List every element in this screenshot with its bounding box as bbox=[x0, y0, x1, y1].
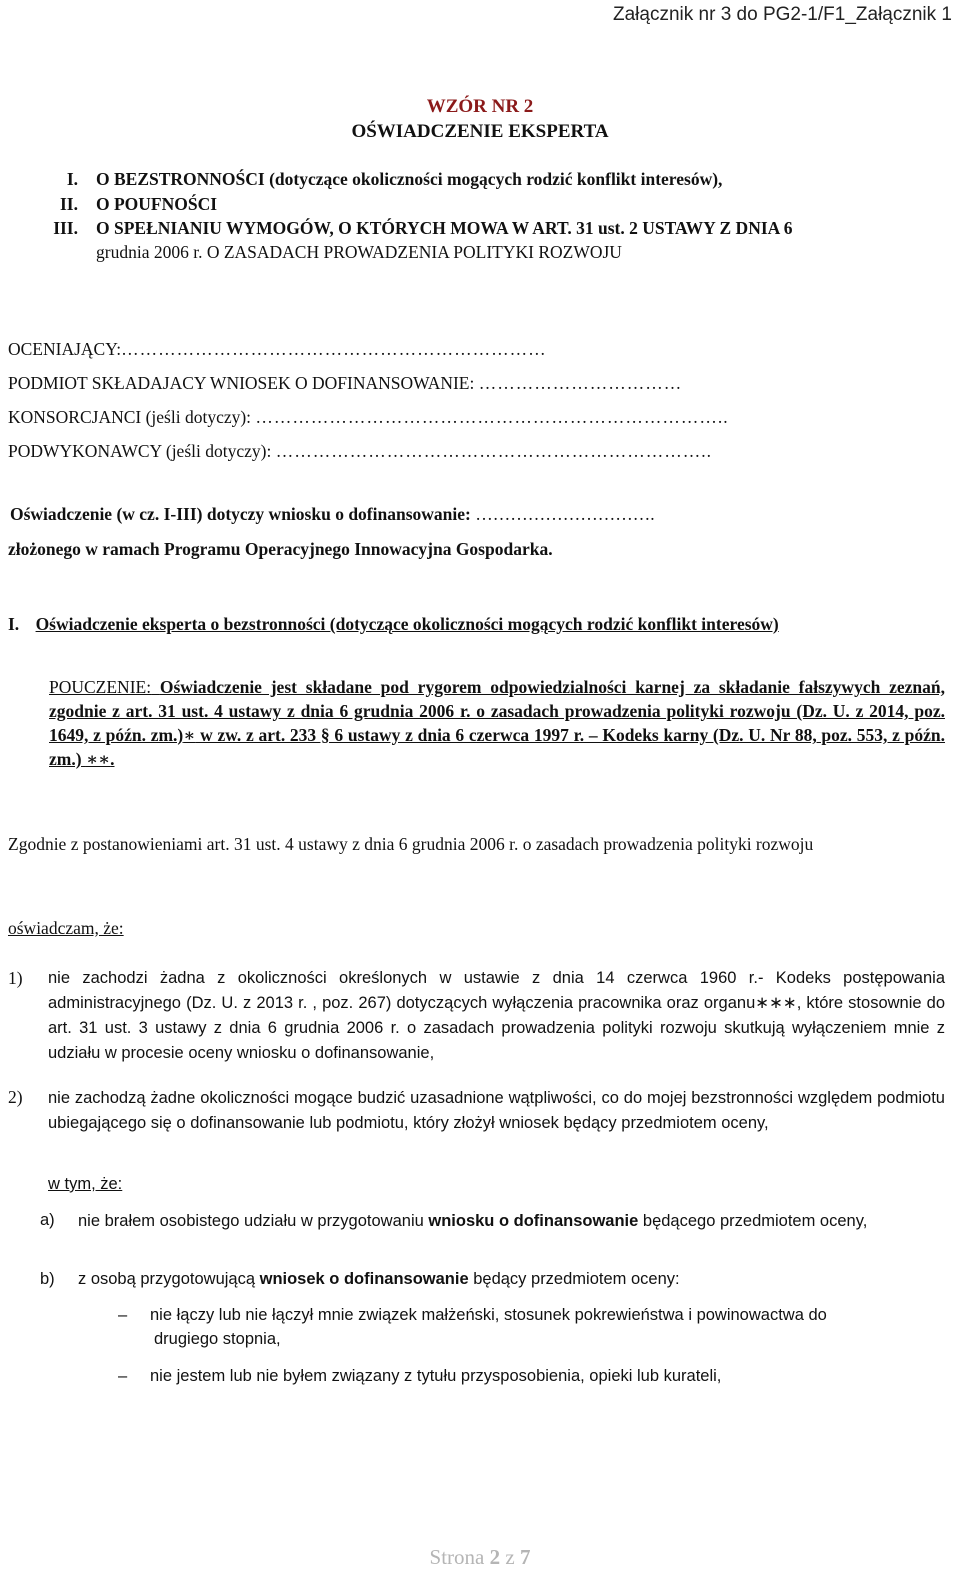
footer-total-pages: 7 bbox=[519, 1545, 531, 1569]
item-b-pre: z osobą przygotowującą bbox=[78, 1270, 260, 1288]
item-1-text-b: , które stosownie do art. 31 ust. 3 ustawy z dnia 6 grudnia 2006 r. o zasadach prowadzenia polityki rozwoju skutkują wyłączeniem mnie z udziału w procesie oceny wniosku o dofinansowanie, bbox=[48, 994, 945, 1062]
annex-header: Załącznik nr 3 do PG2-1/F1_Załącznik 1 bbox=[613, 4, 952, 25]
footnote-mark-3: ∗∗∗ bbox=[755, 994, 797, 1012]
item-2-number: 2) bbox=[8, 1087, 23, 1107]
wtym-heading: w tym, że: bbox=[48, 1175, 123, 1193]
footer-separator: z bbox=[500, 1545, 520, 1569]
intro-paragraph: Zgodnie z postanowieniami art. 31 ust. 4 ustawy z dnia 6 grudnia 2006 r. o zasadach prowadzenia polityki rozwoju bbox=[8, 834, 814, 854]
footnote-mark-2: ∗∗ bbox=[85, 749, 111, 769]
pouczenie-text: Oświadczenie jest składane pod rygorem odpowiedzialności karnej za składanie fałszywych zeznań, zgodnie z art. 31 ust. 4 ustawy z dnia 6 grudnia 2006 r. o zasadach prowadzenia polityki rozwoju (Dz. U. z 2014, poz. 1649, z późn. zm.) bbox=[49, 677, 945, 745]
statement-program: złożonego w ramach Programu Operacyjnego Innowacyjna Gospodarka. bbox=[8, 539, 553, 559]
page-footer bbox=[0, 1545, 960, 1570]
section-2-number: II. bbox=[60, 194, 78, 214]
field-podmiot bbox=[8, 373, 682, 394]
item-b-number: b) bbox=[40, 1270, 55, 1288]
section-3-continuation: grudnia 2006 r. O ZASADACH PROWADZENIA POLITYKI ROZWOJU bbox=[96, 242, 622, 262]
field-podwykonawcy-blank[interactable]: …………………………………………………………….. bbox=[275, 441, 712, 461]
item-1-text-a: nie zachodzi żadna z okoliczności określonych w ustawie z dnia 14 czerwca 1960 r.- Kodeks postępowania administracyjnego (Dz. U. z 2013 r. , poz. 267) dotyczących wyłączenia pracownika oraz organu bbox=[48, 969, 945, 1012]
dash-1-marker: – bbox=[118, 1306, 128, 1324]
part1-heading bbox=[8, 614, 779, 635]
field-konsorcjanci bbox=[8, 407, 729, 428]
item-a-post: będącego przedmiotem oceny, bbox=[638, 1212, 868, 1230]
field-oceniajacy-label: OCENIAJĄCY: bbox=[8, 339, 122, 359]
section-1-text: O BEZSTRONNOŚCI (dotyczące okoliczności mogących rodzić konflikt interesów), bbox=[96, 169, 723, 189]
pouczenie-block bbox=[49, 675, 945, 771]
field-podmiot-label: PODMIOT SKŁADAJACY WNIOSEK O DOFINANSOWANIE: bbox=[8, 373, 475, 393]
part1-title: Oświadczenie eksperta o bezstronności (dotyczące okoliczności mogących rodzić konflikt interesów) bbox=[35, 614, 779, 634]
pouczenie-label: POUCZENIE: bbox=[49, 677, 152, 697]
pouczenie-end: . bbox=[110, 749, 115, 769]
document-title: OŚWIADCZENIE EKSPERTA bbox=[351, 121, 609, 142]
section-1 bbox=[66, 169, 723, 190]
section-2 bbox=[60, 194, 218, 215]
item-a-text bbox=[78, 1209, 945, 1234]
item-b-post: będący przedmiotem oceny: bbox=[468, 1270, 680, 1288]
dash-2-marker: – bbox=[118, 1367, 128, 1385]
item-1-number: 1) bbox=[8, 968, 23, 988]
part1-number: I. bbox=[8, 614, 20, 634]
item-b-text bbox=[78, 1270, 680, 1289]
footnote-mark-1: ∗ bbox=[183, 725, 196, 745]
item-a-pre: nie brałem osobistego udziału w przygotowaniu bbox=[78, 1212, 429, 1230]
section-3 bbox=[53, 218, 793, 239]
field-konsorcjanci-blank[interactable]: ………………………………………………………………….. bbox=[255, 407, 729, 427]
statement-blank[interactable]: …………………………. bbox=[475, 504, 655, 524]
item-a-bold: wniosku o dofinansowanie bbox=[428, 1212, 639, 1230]
section-1-number: I. bbox=[66, 169, 78, 189]
footer-page-number: 2 bbox=[489, 1545, 501, 1569]
item-1-text bbox=[48, 966, 945, 1066]
footer-prefix: Strona bbox=[429, 1545, 490, 1569]
item-a-number: a) bbox=[40, 1211, 55, 1229]
section-2-text: O POUFNOŚCI bbox=[96, 194, 218, 214]
form-number-title: WZÓR NR 2 bbox=[426, 96, 534, 117]
pouczenie-text-mid: w zw. z art. 233 § 6 ustawy z dnia 6 czerwca 1997 r. – Kodeks karny (Dz. U. Nr 88, poz. 553, z późn. zm.) bbox=[49, 725, 945, 769]
field-oceniajacy-blank[interactable]: …………………………………………………………… bbox=[121, 339, 547, 359]
statement-label: Oświadczenie (w cz. I-III) dotyczy wniosku o dofinansowanie: bbox=[10, 504, 471, 524]
field-podwykonawcy-label: PODWYKONAWCY (jeśli dotyczy): bbox=[8, 441, 272, 461]
section-3-text: O SPEŁNIANIU WYMOGÓW, O KTÓRYCH MOWA W ART. 31 ust. 2 USTAWY Z DNIA 6 bbox=[96, 218, 793, 238]
dash-1-text: nie łączy lub nie łączył mnie związek małżeński, stosunek pokrewieństwa i powinowactwa do bbox=[150, 1306, 827, 1324]
statement-line bbox=[10, 504, 655, 525]
dash-2-text: nie jestem lub nie byłem związany z tytułu przysposobienia, opieki lub kurateli, bbox=[150, 1367, 722, 1385]
field-podmiot-blank[interactable]: …………………………… bbox=[478, 373, 683, 393]
item-2-text: nie zachodzą żadne okoliczności mogące budzić uzasadnione wątpliwości, co do mojej bezstronności względem podmiotu ubiegającego się o dofinansowanie lub podmiotu, który złożył wniosek będący przedmiotem oceny, bbox=[48, 1089, 945, 1132]
dash-1-text-cont: drugiego stopnia, bbox=[154, 1330, 281, 1348]
field-podwykonawcy bbox=[8, 441, 712, 462]
item-b-bold: wniosek o dofinansowanie bbox=[259, 1270, 469, 1288]
field-oceniajacy bbox=[8, 339, 547, 360]
section-3-number: III. bbox=[53, 218, 78, 238]
declare-heading: oświadczam, że: bbox=[8, 918, 124, 938]
field-konsorcjanci-label: KONSORCJANCI (jeśli dotyczy): bbox=[8, 407, 252, 427]
